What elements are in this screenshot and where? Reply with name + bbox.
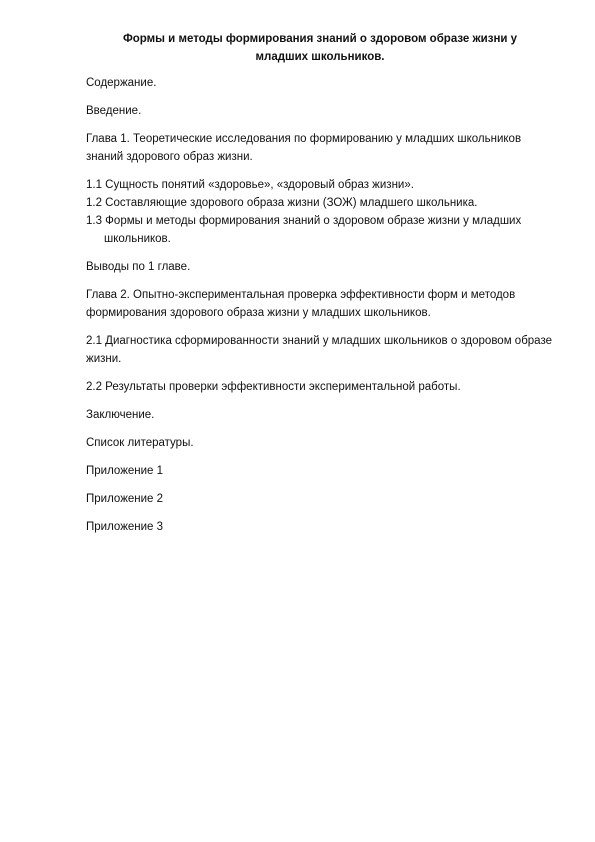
document-title: Формы и методы формирования знаний о здоровом образе жизни у младших школьников. xyxy=(122,33,518,63)
toc-contents: Содержание. xyxy=(86,77,157,89)
toc-chapter-2: Глава 2. Опытно-экспериментальная проверка эффективности форм и методов формирования здорового образа жизни у младших школьников. xyxy=(86,289,516,319)
toc-section-2-1: 2.1 Диагностика сформированности знаний у младших школьников о здоровом образе жизни. xyxy=(86,335,552,365)
toc-appendix-2: Приложение 2 xyxy=(86,493,164,505)
toc-appendix-3: Приложение 3 xyxy=(86,521,164,533)
toc-chapter-1-sections xyxy=(86,176,556,248)
toc-chapter-1-conclusions: Выводы по 1 главе. xyxy=(86,261,191,273)
table-of-contents xyxy=(86,74,556,546)
toc-section-1-3: 1.3 Формы и методы формирования знаний о здоровом образе жизни у младших школьников. xyxy=(86,215,522,245)
toc-bibliography: Список литературы. xyxy=(86,437,194,449)
toc-section-1-1: 1.1 Сущность понятий «здоровье», «здоровый образ жизни». xyxy=(86,179,414,191)
toc-introduction: Введение. xyxy=(86,105,142,117)
toc-appendix-1: Приложение 1 xyxy=(86,465,164,477)
toc-chapter-1: Глава 1. Теоретические исследования по формированию у младших школьников знаний здорового образ жизни. xyxy=(86,133,522,163)
toc-section-1-2: 1.2 Составляющие здорового образа жизни (ЗОЖ) младшего школьника. xyxy=(86,197,478,209)
toc-conclusion: Заключение. xyxy=(86,409,155,421)
toc-section-2-2: 2.2 Результаты проверки эффективности экспериментальной работы. xyxy=(86,381,461,393)
